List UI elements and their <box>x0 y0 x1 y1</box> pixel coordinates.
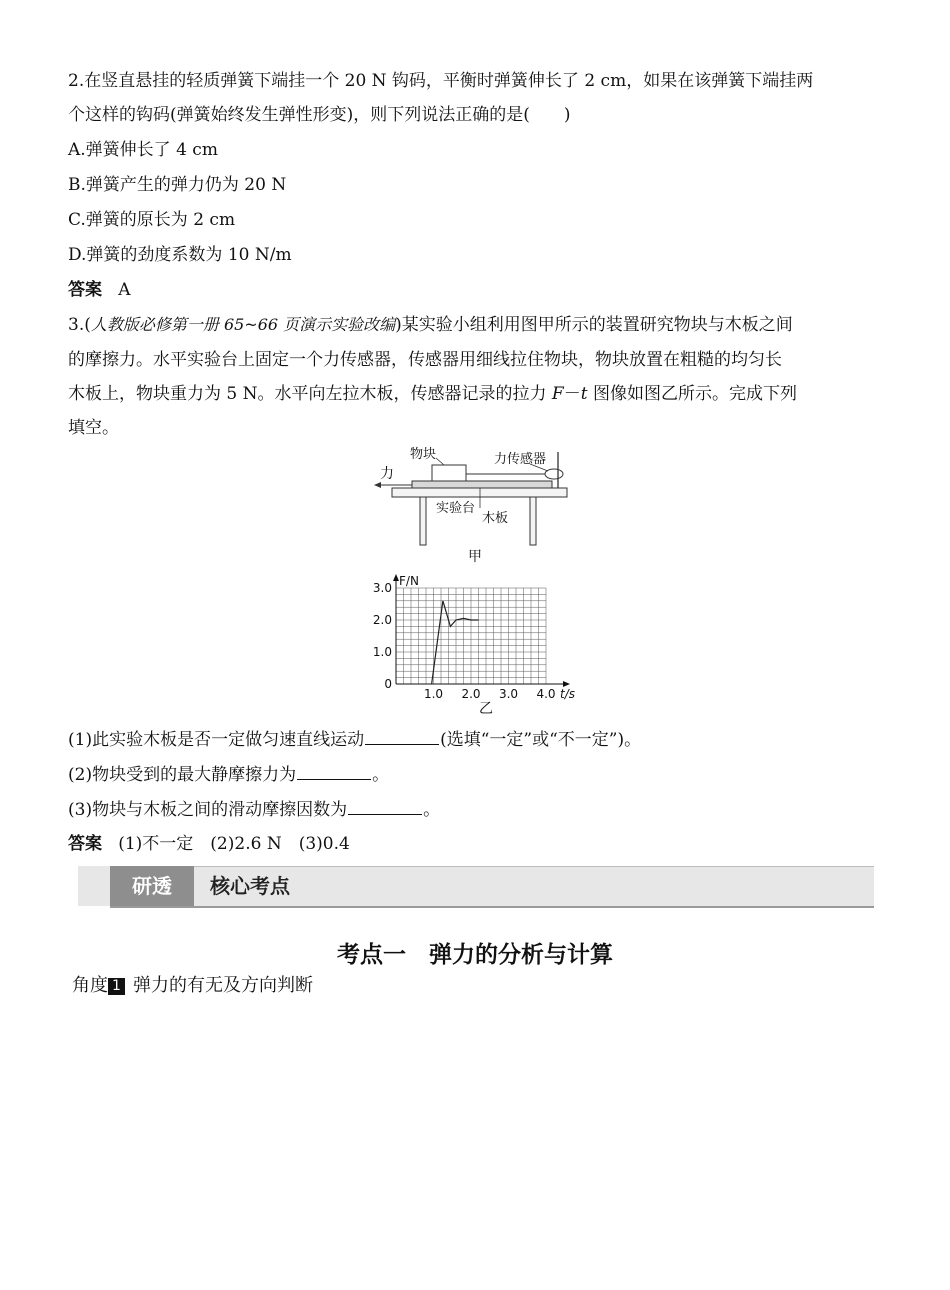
figure-ft-graph <box>360 572 590 702</box>
q2-answer <box>68 279 888 301</box>
y-tick-label: 0 <box>384 677 392 691</box>
leader-block <box>436 458 444 465</box>
q3-sub2 <box>68 763 888 786</box>
table-leg-right <box>530 497 536 545</box>
q3-sub2-text: (2)物块受到的最大静摩擦力为 <box>68 765 297 785</box>
table-top <box>392 488 567 497</box>
q3-stem-line4: 填空。 <box>68 418 119 438</box>
label-block: 物块 <box>410 447 437 462</box>
figure-a-caption: 甲 <box>468 549 482 565</box>
label-sensor: 力传感器 <box>494 452 547 467</box>
section-title: 核心考点 <box>210 874 290 898</box>
q3-var-t: t <box>580 384 588 404</box>
q3-stem-line3-a: 木板上，物块重力为 5 N。水平向左拉木板，传感器记录的拉力 <box>68 384 547 404</box>
q3-stem-line3 <box>68 383 888 405</box>
y-axis-label: F/N <box>399 574 419 588</box>
q2-stem-line2 <box>68 104 888 126</box>
angle-prefix: 角度 <box>72 975 108 996</box>
angle-line <box>72 974 313 998</box>
q3-sub1-blank <box>365 728 439 745</box>
section-heading: 考点一 弹力的分析与计算 <box>337 942 613 968</box>
q3-answer-label: 答案 <box>68 834 102 854</box>
q3-sub1-hint: (选填“一定”或“不一定”)。 <box>440 730 642 750</box>
y-tick-label: 2.0 <box>372 613 392 627</box>
q2-option-b: B.弹簧产生的弹力仍为 20 N <box>68 175 287 195</box>
q3-sub2-end: 。 <box>372 765 390 785</box>
q2-stem-line1: 2.在竖直悬挂的轻质弹簧下端挂一个 20 N 钩码，平衡时弹簧伸长了 2 cm，如果在该弹簧下端挂两 <box>68 71 814 91</box>
q3-sub1 <box>68 728 888 751</box>
table-leg-left <box>420 497 426 545</box>
label-table: 实验台 <box>436 501 476 516</box>
force-arrow-head <box>374 482 381 488</box>
series-line-f <box>432 601 479 684</box>
chart-ticks <box>373 581 556 701</box>
q3-sub3-end: 。 <box>423 800 441 820</box>
q3-dash: － <box>563 384 581 404</box>
y-tick-label: 3.0 <box>372 581 392 595</box>
x-tick-label: 4.0 <box>536 687 556 701</box>
q2-option-d: D.弹簧的劲度系数为 10 N/m <box>68 245 292 265</box>
q3-source: 人教版必修第一册 65~66 页演示实验改编 <box>90 315 396 334</box>
x-tick-label: 3.0 <box>498 687 519 701</box>
q3-stem-rest: )某实验小组利用图甲所示的装置研究物块与木板之间 <box>395 315 793 335</box>
x-tick-label: 2.0 <box>461 687 481 701</box>
q3-stem-line1 <box>68 314 888 336</box>
board <box>412 481 552 488</box>
q3-var-f: F <box>551 384 564 404</box>
figure-b-caption: 乙 <box>479 701 493 717</box>
section-band-bottom-rule <box>110 906 874 908</box>
chart-grid <box>396 588 546 684</box>
label-force: 力 <box>380 466 394 482</box>
chart-axes <box>393 574 575 701</box>
q2-option-a: A.弹簧伸长了 4 cm <box>68 140 218 160</box>
q3-sub3-text: (3)物块与木板之间的滑动摩擦因数为 <box>68 800 348 820</box>
q2-stem-text: 个这样的钩码(弹簧始终发生弹性形变)，则下列说法正确的是( <box>68 105 530 125</box>
chart-series <box>432 601 479 684</box>
q2-answer-value: A <box>118 280 131 300</box>
x-tick-label: 1.0 <box>423 687 444 701</box>
q3-answer <box>68 833 888 855</box>
q3-stem-line2: 的摩擦力。水平实验台上固定一个力传感器，传感器用细线拉住物块，物块放置在粗糙的均匀长 <box>68 350 782 370</box>
q2-option-c: C.弹簧的原长为 2 cm <box>68 210 236 230</box>
q3-sub3 <box>68 798 888 821</box>
x-axis-label: t/s <box>560 687 575 701</box>
section-band <box>78 866 874 906</box>
q2-answer-label: 答案 <box>68 280 102 300</box>
section-tab: 研透 <box>110 866 194 906</box>
q3-sub1-text: (1)此实验木板是否一定做匀速直线运动 <box>68 730 365 750</box>
q3-sub3-blank <box>348 798 422 815</box>
q3-sub2-blank <box>297 763 371 780</box>
angle-text: 弹力的有无及方向判断 <box>133 975 313 996</box>
angle-number-badge: 1 <box>108 978 125 995</box>
q3-prefix: 3.( <box>68 315 91 335</box>
y-tick-label: 1.0 <box>372 645 392 659</box>
block <box>432 465 466 481</box>
q3-answer-value: (1)不一定 (2)2.6 N (3)0.4 <box>118 834 350 854</box>
q2-stem-paren-close: ) <box>563 105 571 125</box>
q3-stem-line3-b: 图像如图乙所示。完成下列 <box>587 384 797 404</box>
label-board: 木板 <box>482 511 509 526</box>
